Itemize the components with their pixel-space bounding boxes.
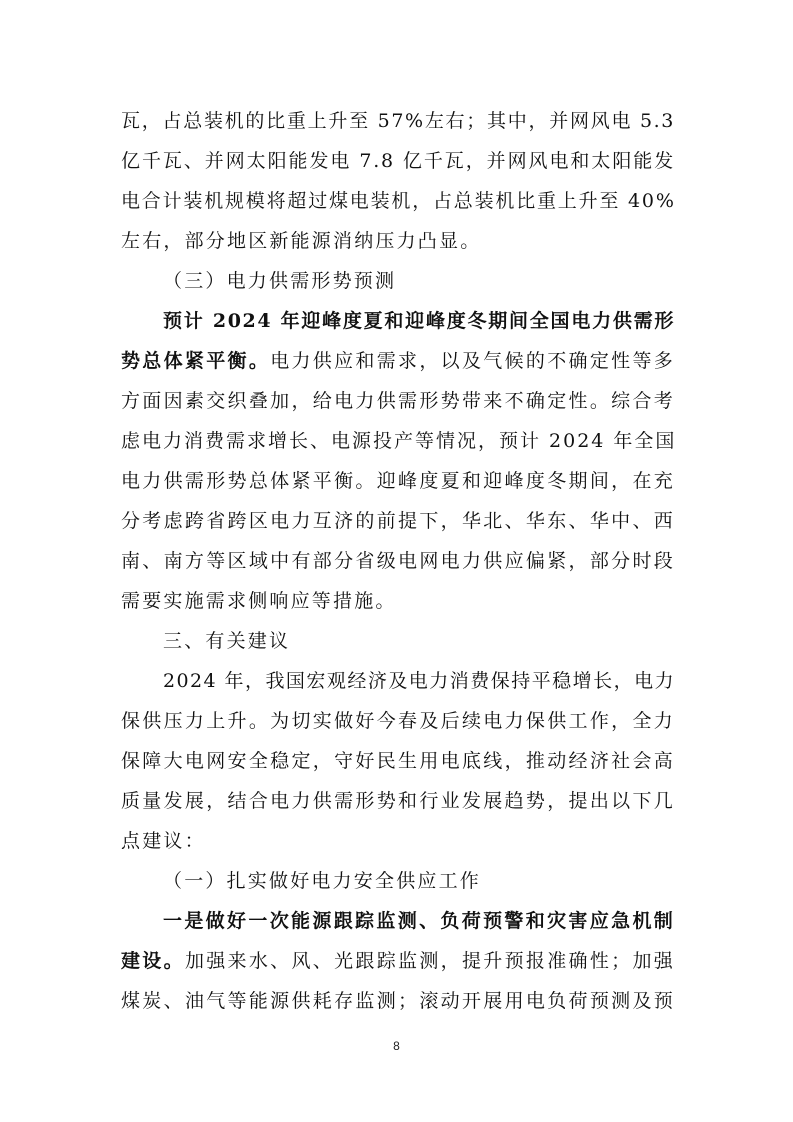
bold-lead-sentence: 一是做好一次能源跟踪监测、负荷预警和灾害应急机制 (163, 910, 675, 932)
body-text-line: 亿千瓦、并网太阳能发电 7.8 亿千瓦，并网风电和太阳能发 (121, 150, 675, 172)
body-text-line: 左右，部分地区新能源消纳压力凸显。 (121, 230, 482, 252)
page-number: 8 (393, 1039, 400, 1053)
subsection-heading-power-forecast: （三）电力供需形势预测 (163, 270, 397, 292)
bold-lead-sentence: 预计 2024 年迎峰度夏和迎峰度冬期间全国电力供需形 (163, 310, 675, 332)
body-text-line: 电力供需形势总体紧平衡。迎峰度夏和迎峰度冬期间，在充 (121, 470, 675, 492)
body-text-line: 电合计装机规模将超过煤电装机，占总装机比重上升至 40% (121, 190, 676, 212)
body-text-line: 保障大电网安全稳定，守好民生用电底线，推动经济社会高 (121, 750, 675, 772)
body-text-line: 2024 年，我国宏观经济及电力消费保持平稳增长，电力 (163, 670, 675, 692)
body-text-span: 电力供应和需求，以及气候的不确定性等多 (270, 350, 675, 372)
body-text-line: 虑电力消费需求增长、电源投产等情况，预计 2024 年全国 (121, 430, 677, 452)
body-text-line: 质量发展，结合电力供需形势和行业发展趋势，提出以下几 (121, 790, 675, 812)
bold-lead-sentence-end: 建设。 (121, 950, 185, 972)
subsection-heading-safe-supply: （一）扎实做好电力安全供应工作 (163, 870, 482, 892)
body-text-line: 瓦，占总装机的比重上升至 57%左右；其中，并网风电 5.3 (121, 110, 675, 132)
bold-lead-sentence-end: 势总体紧平衡。 (121, 350, 271, 372)
body-text-line: 点建议： (121, 830, 206, 852)
body-text-line (121, 946, 675, 976)
body-text-span: 加强来水、风、光跟踪监测，提升预报准确性；加强 (184, 950, 675, 972)
body-text-line: 煤炭、油气等能源供耗存监测；滚动开展用电负荷预测及预 (121, 990, 675, 1012)
body-text-line: 方面因素交织叠加，给电力供需形势带来不确定性。综合考 (121, 390, 675, 412)
body-text-line (121, 346, 675, 376)
body-text-line: 需要实施需求侧响应等措施。 (121, 590, 397, 612)
body-text-line: 保供压力上升。为切实做好今春及后续电力保供工作，全力 (121, 710, 675, 732)
section-heading-suggestions: 三、有关建议 (163, 630, 291, 652)
body-text-line: 分考虑跨省跨区电力互济的前提下，华北、华东、华中、西 (121, 510, 675, 532)
body-text-line: 南、南方等区域中有部分省级电网电力供应偏紧，部分时段 (121, 550, 675, 572)
